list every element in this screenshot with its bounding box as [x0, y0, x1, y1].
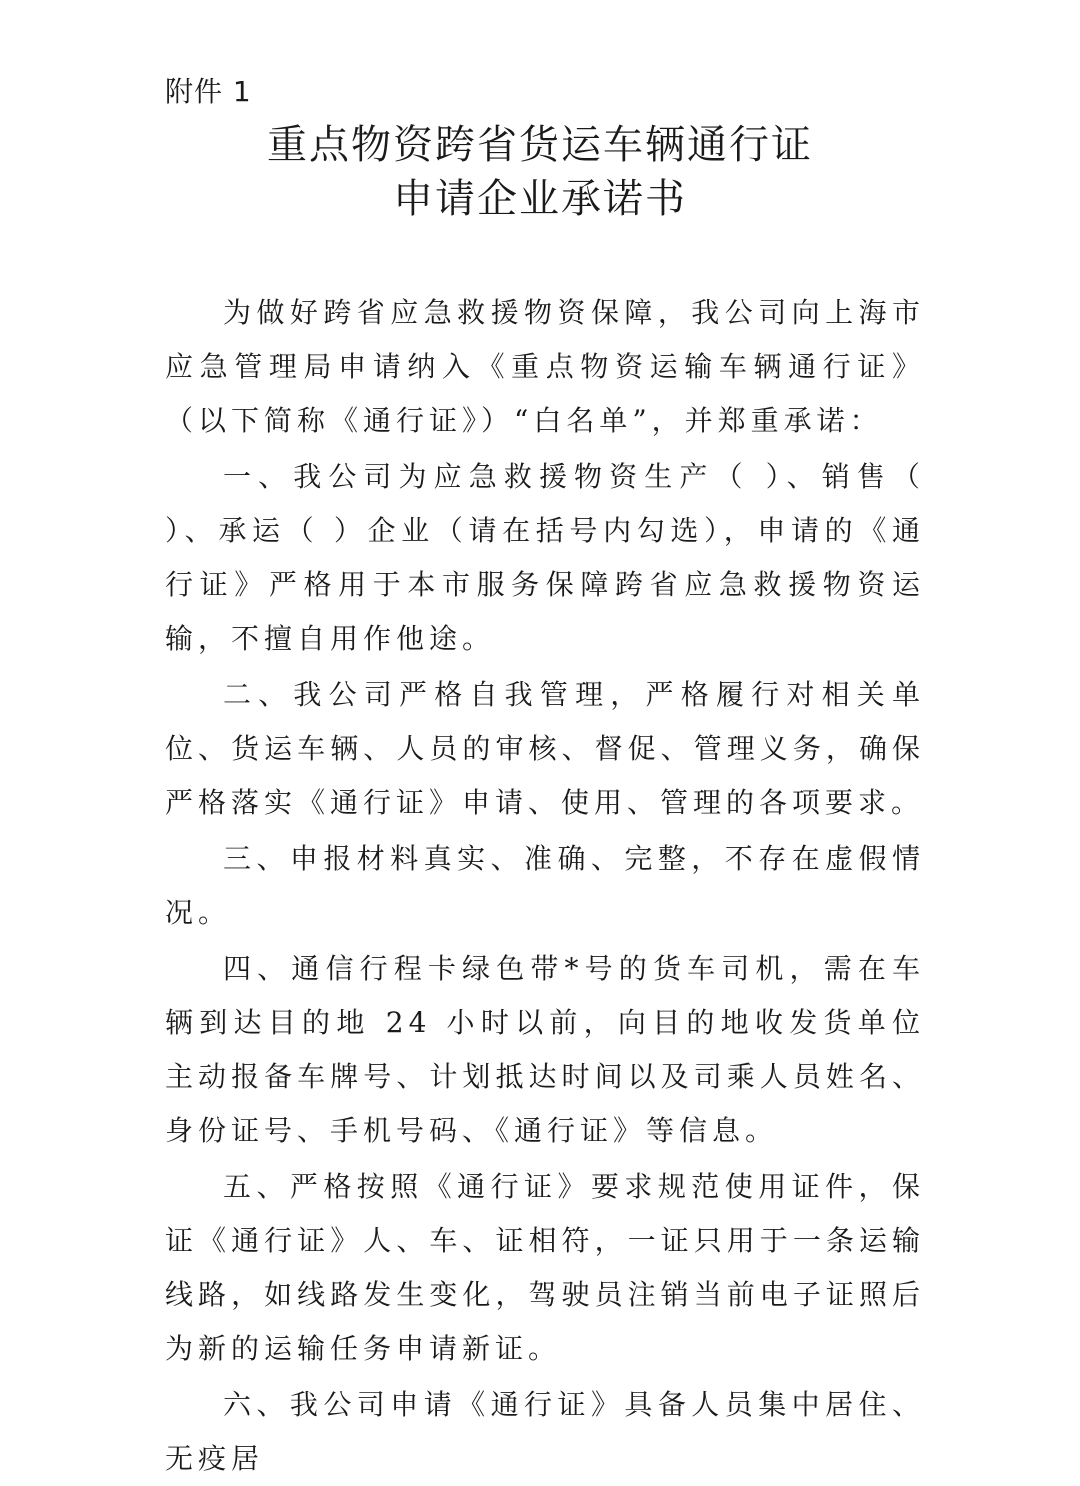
paragraph-4: 四、通信行程卡绿色带*号的货车司机，需在车辆到达目的地 24 小时以前，向目的地收发货单位主动报备车牌号、计划抵达时间以及司乘人员姓名、身份证号、手机号码、《通行证》等信息。	[165, 952, 925, 1147]
paragraph-3: 三、申报材料真实、准确、完整，不存在虚假情况。	[165, 842, 925, 929]
document-body	[165, 286, 925, 1486]
document-title-line-2: 申请企业承诺书	[393, 176, 687, 222]
attachment-label: 附件 1	[165, 75, 252, 108]
document-title-line-1: 重点物资跨省货运车辆通行证	[267, 122, 813, 168]
paragraph-5: 五、严格按照《通行证》要求规范使用证件，保证《通行证》人、车、证相符，一证只用于一条运输线路，如线路发生变化，驾驶员注销当前电子证照后为新的运输任务申请新证。	[165, 1170, 925, 1365]
paragraph-intro: 为做好跨省应急救援物资保障，我公司向上海市应急管理局申请纳入《重点物资运输车辆通行证》（以下简称《通行证》）“白名单”，并郑重承诺：	[165, 296, 925, 437]
paragraph-6: 六、我公司申请《通行证》具备人员集中居住、无疫居	[165, 1388, 925, 1475]
paragraph-1: 一、我公司为应急救援物资生产（ ）、销售（ ）、承运（ ）企业（请在括号内勾选），申请的《通行证》严格用于本市服务保障跨省应急救援物资运输，不擅自用作他途。	[165, 460, 925, 655]
paragraph-2: 二、我公司严格自我管理，严格履行对相关单位、货运车辆、人员的审核、督促、管理义务，确保严格落实《通行证》申请、使用、管理的各项要求。	[165, 678, 925, 819]
